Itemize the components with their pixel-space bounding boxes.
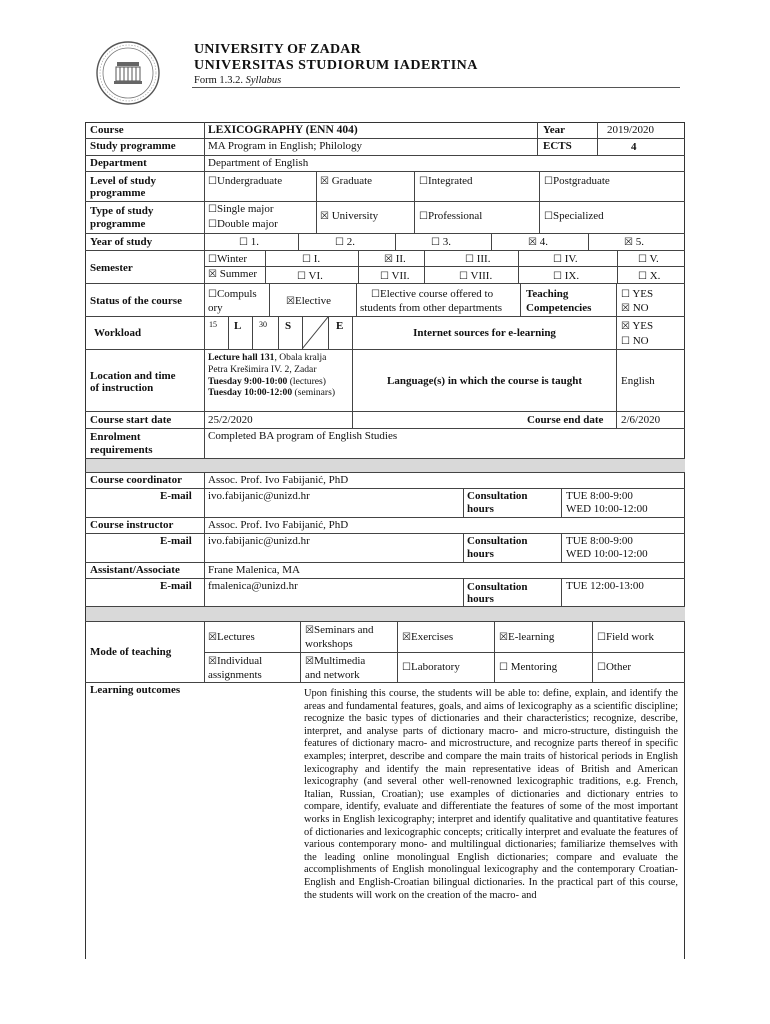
year-of-study-label: Year of study bbox=[90, 236, 153, 248]
year-option-2[interactable]: ☐ 2. bbox=[335, 236, 355, 248]
semester-V[interactable]: ☐ V. bbox=[638, 253, 659, 265]
coordinator-email[interactable]: ivo.fabijanic@unizd.hr bbox=[208, 490, 310, 502]
start-date-label: Course start date bbox=[90, 414, 172, 426]
semester-VI[interactable]: ☐ VI. bbox=[297, 270, 323, 282]
teaching-competencies-label: Teaching bbox=[526, 288, 569, 300]
semester-VII[interactable]: ☐ VII. bbox=[380, 270, 410, 282]
time-seminars: Tuesday 10:00-12:00 (seminars) bbox=[208, 387, 336, 398]
consultation-label: Consultation bbox=[467, 490, 528, 502]
separator-band bbox=[86, 458, 685, 472]
coordinator-label: Course coordinator bbox=[90, 474, 182, 486]
mode-multimedia[interactable]: ☒Multimedia bbox=[305, 655, 366, 667]
lecture-hours: 15 bbox=[209, 320, 217, 329]
ects-value: 4 bbox=[631, 141, 637, 153]
academic-year: 2019/2020 bbox=[607, 124, 655, 136]
programme-label: Study programme bbox=[90, 140, 176, 152]
location-label: Location and time bbox=[90, 370, 176, 382]
ects-label: ECTS bbox=[543, 140, 572, 152]
year-option-4[interactable]: ☒ 4. bbox=[528, 236, 548, 248]
mode-of-teaching-label: Mode of teaching bbox=[90, 646, 172, 658]
instructor-name: Assoc. Prof. Ivo Fabijanić, PhD bbox=[208, 519, 349, 531]
competencies-yes[interactable]: ☐ YES bbox=[621, 288, 654, 300]
semester-I[interactable]: ☐ I. bbox=[302, 253, 321, 265]
header-rule bbox=[192, 87, 680, 88]
coordinator-email-label: E-mail bbox=[160, 490, 192, 502]
workload-diagonal bbox=[302, 317, 328, 349]
semester-II[interactable]: ☒ II. bbox=[384, 253, 406, 265]
status-elective-other-2: students from other departments bbox=[360, 302, 503, 314]
consultation-label: Consultation bbox=[467, 581, 528, 593]
workload-label: Workload bbox=[94, 327, 142, 339]
consultation-label-2: hours bbox=[467, 548, 494, 560]
status-elective[interactable]: ☒Elective bbox=[286, 295, 332, 307]
start-date: 25/2/2020 bbox=[208, 414, 253, 426]
time-lectures: Tuesday 9:00-10:00 (lectures) bbox=[208, 376, 326, 387]
mode-multimedia-2: and network bbox=[305, 669, 360, 681]
course-title: LEXICOGRAPHY (ENN 404) bbox=[208, 124, 358, 136]
semester-IV[interactable]: ☐ IV. bbox=[553, 253, 578, 265]
university-latin-name: UNIVERSITAS STUDIORUM IADERTINA bbox=[194, 58, 478, 73]
assistant-email-label: E-mail bbox=[160, 580, 192, 592]
course-label: Course bbox=[90, 124, 124, 136]
type-label-2: programme bbox=[90, 218, 146, 230]
study-programme: MA Program in English; Philology bbox=[208, 140, 363, 152]
semester-label: Semester bbox=[90, 262, 133, 274]
type-specialized[interactable]: ☐Specialized bbox=[544, 210, 604, 222]
status-compulsory-2: ory bbox=[208, 302, 223, 314]
seminar-abbr: S bbox=[285, 320, 292, 332]
mode-individual-2: assignments bbox=[208, 669, 262, 681]
competencies-no[interactable]: ☒ NO bbox=[621, 302, 649, 314]
status-compulsory[interactable]: ☐Compuls bbox=[208, 288, 257, 300]
learning-outcomes-label: Learning outcomes bbox=[90, 684, 181, 696]
semester-VIII[interactable]: ☐ VIII. bbox=[459, 270, 493, 282]
internet-no[interactable]: ☐ NO bbox=[621, 335, 649, 347]
location-label-2: of instruction bbox=[90, 382, 154, 394]
seminar-hours: 30 bbox=[259, 320, 267, 329]
learning-outcomes-text: Upon finishing this course, the students will be able to: define, explain, and identify the areas and fundamental features, goals, and aims of lexicography as a scientific discipline; recognize the basic types of dictionaries and their characteristics; recognize, describe, interpret, and analyse parts of dictionary macro- and micro-structure, distinguish the features of dictionary macro- and microstructure, and recognize parts thereof in specific examples; interpret, describe and compare the main traits of historical periods in English lexicography and identify the main representative ideas of British and American lexicography (and several other well-renowned lexicographic traditions, e.g. French, Italian, Russian, Croatian); use examples of dictionaries and dictionary entries to compare, identify, evaluate and differentiate the features of some of the most important works in English lexicography; interpret and identify qualitative and quantitative features of dictionaries and lexicographic concepts; critically interpret and evaluate the features of various contemporary mono- and multilingual dictionaries; familiarize themselves with the leading online monolingual English dictionaries; compare and evaluate the accomplishments of English monolingual lexicography and the contemporary Croatian-English and English-Croatian bilingual dictionaries. In the practical part of this course, the students will work on the creation of the macro- and bbox=[304, 688, 678, 901]
form-label: Form 1.3.2. Syllabus bbox=[194, 75, 282, 86]
semester-III[interactable]: ☐ III. bbox=[465, 253, 491, 265]
consultation-label-2: hours bbox=[467, 593, 494, 605]
type-university[interactable]: ☒ University bbox=[320, 210, 379, 222]
level-undergraduate[interactable]: ☐Undergraduate bbox=[208, 175, 283, 187]
level-postgraduate[interactable]: ☐Postgraduate bbox=[544, 175, 610, 187]
level-integrated[interactable]: ☐Integrated bbox=[419, 175, 473, 187]
assistant-email[interactable]: fmalenica@unizd.hr bbox=[208, 580, 298, 592]
teaching-competencies-label-2: Competencies bbox=[526, 302, 592, 314]
semester-summer[interactable]: ☒ Summer bbox=[208, 268, 257, 280]
assistant-name: Frane Malenica, MA bbox=[208, 564, 300, 576]
coordinator-name: Assoc. Prof. Ivo Fabijanić, PhD bbox=[208, 474, 349, 486]
university-seal-icon bbox=[95, 40, 161, 106]
year-option-5[interactable]: ☒ 5. bbox=[624, 236, 644, 248]
internet-yes[interactable]: ☒ YES bbox=[621, 320, 654, 332]
year-label: Year bbox=[543, 124, 565, 136]
type-professional[interactable]: ☐Professional bbox=[419, 210, 483, 222]
assistant-label: Assistant/Associate bbox=[90, 564, 180, 576]
department-label: Department bbox=[90, 157, 147, 169]
assistant-hours: TUE 12:00-13:00 bbox=[566, 580, 644, 592]
mode-other[interactable]: ☐Other bbox=[597, 661, 632, 673]
language-label: Language(s) in which the course is taught bbox=[387, 375, 582, 387]
mode-laboratory[interactable]: ☐Laboratory bbox=[402, 661, 460, 673]
level-graduate[interactable]: ☒ Graduate bbox=[320, 175, 373, 187]
level-label-2: programme bbox=[90, 187, 146, 199]
mode-seminars[interactable]: ☒Seminars and bbox=[305, 624, 374, 636]
enrolment-label: Enrolment bbox=[90, 431, 141, 443]
department: Department of English bbox=[208, 157, 309, 169]
year-option-1[interactable]: ☐ 1. bbox=[239, 236, 259, 248]
mode-individual[interactable]: ☒Individual bbox=[208, 655, 263, 667]
location-line-2: Petra Krešimira IV. 2, Zadar bbox=[208, 364, 317, 375]
consultation-label-2: hours bbox=[467, 503, 494, 515]
consultation-label: Consultation bbox=[467, 535, 528, 547]
status-elective-other[interactable]: ☐Elective course offered to bbox=[371, 288, 494, 300]
type-label: Type of study bbox=[90, 205, 154, 217]
semester-IX[interactable]: ☐ IX. bbox=[553, 270, 580, 282]
end-date: 2/6/2020 bbox=[621, 414, 661, 426]
internet-sources-label: Internet sources for e-learning bbox=[413, 327, 556, 339]
mode-fieldwork[interactable]: ☐Field work bbox=[597, 631, 654, 643]
mode-mentoring[interactable]: ☐ Mentoring bbox=[499, 661, 558, 673]
semester-X[interactable]: ☐ X. bbox=[638, 270, 661, 282]
instructor-label: Course instructor bbox=[90, 519, 174, 531]
mode-exercises[interactable]: ☒Exercises bbox=[402, 631, 454, 643]
type-double-major[interactable]: ☐Double major bbox=[208, 218, 278, 230]
end-date-label: Course end date bbox=[527, 414, 604, 426]
enrolment-label-2: requirements bbox=[90, 444, 153, 456]
exercise-abbr: E bbox=[336, 320, 344, 332]
separator-band bbox=[86, 606, 685, 621]
semester-winter[interactable]: ☐Winter bbox=[208, 253, 248, 265]
location-line-1: Lecture hall 131, Obala kralja bbox=[208, 352, 327, 363]
enrolment-requirements: Completed BA program of English Studies bbox=[208, 430, 398, 442]
instructor-hours: TUE 8:00-9:00 bbox=[566, 535, 633, 547]
instructor-email[interactable]: ivo.fabijanic@unizd.hr bbox=[208, 535, 310, 547]
type-single-major[interactable]: ☐Single major bbox=[208, 203, 274, 215]
coordinator-hours-2: WED 10:00-12:00 bbox=[566, 503, 648, 515]
university-name: UNIVERSITY OF ZADAR bbox=[194, 42, 361, 57]
lecture-abbr: L bbox=[234, 320, 242, 332]
coordinator-hours: TUE 8:00-9:00 bbox=[566, 490, 633, 502]
level-label: Level of study bbox=[90, 175, 156, 187]
mode-lectures[interactable]: ☒Lectures bbox=[208, 631, 255, 643]
mode-seminars-2: workshops bbox=[305, 638, 353, 650]
language-value: English bbox=[621, 375, 655, 387]
instructor-email-label: E-mail bbox=[160, 535, 192, 547]
year-option-3[interactable]: ☐ 3. bbox=[431, 236, 451, 248]
status-label: Status of the course bbox=[90, 295, 182, 307]
mode-elearning[interactable]: ☒E-learning bbox=[499, 631, 555, 643]
instructor-hours-2: WED 10:00-12:00 bbox=[566, 548, 648, 560]
